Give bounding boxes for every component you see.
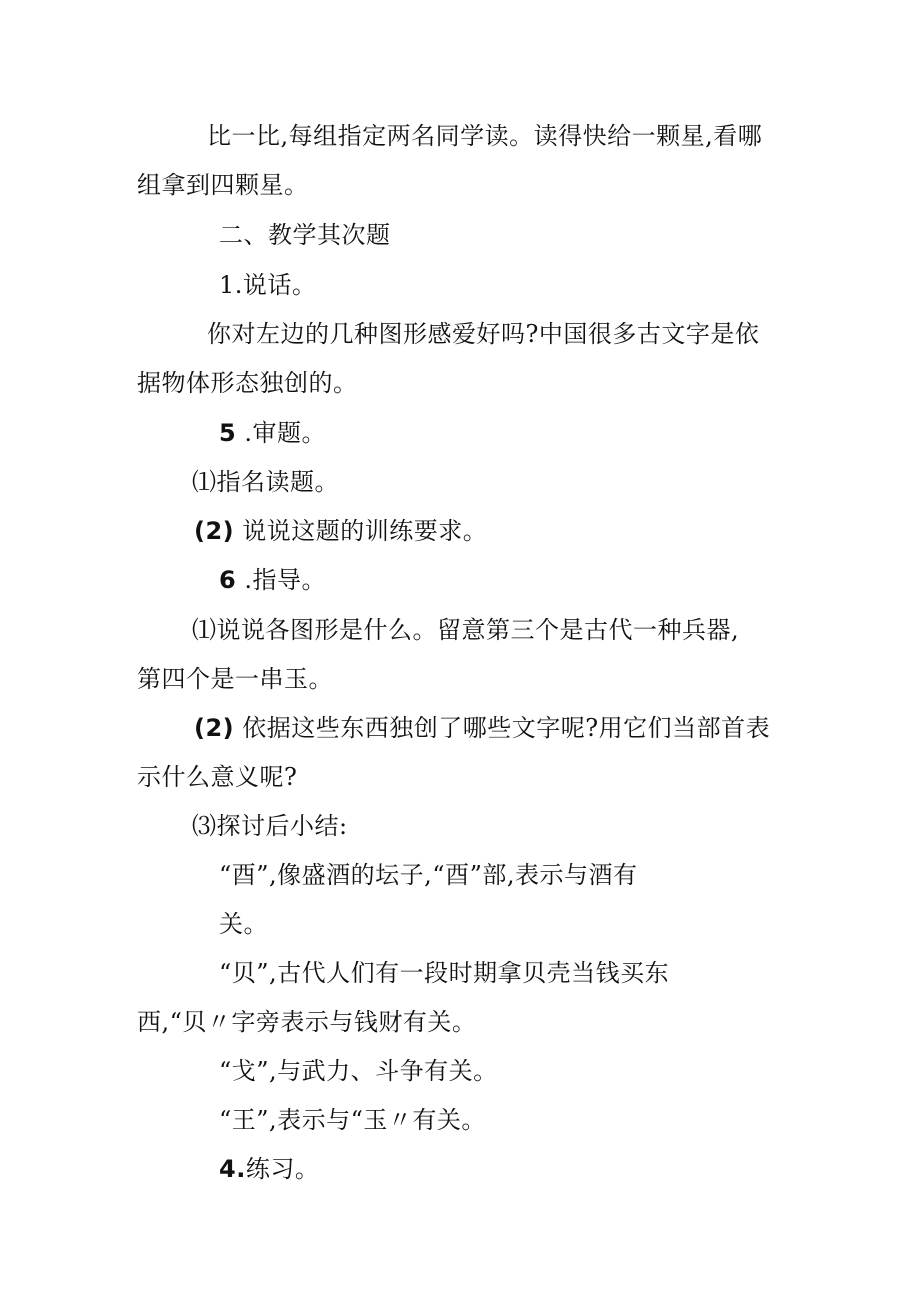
- sub-item-text: 说说这题的训练要求。: [242, 517, 488, 545]
- summary-line: “戈”,与武力、斗争有关。: [219, 1057, 498, 1085]
- list-item: [219, 418, 326, 448]
- sub-item: [194, 516, 487, 546]
- summary-line: “王”,表示与“玉〃有关。: [219, 1106, 486, 1134]
- sub-item-number: (2): [194, 714, 235, 742]
- sub-item: ⑶探讨后小结:: [192, 812, 348, 840]
- list-item-text: .审题。: [244, 419, 326, 447]
- paragraph-line: 你对左边的几种图形感爱好吗?中国很多古文字是依: [207, 320, 760, 348]
- paragraph-line: 比一比,每组指定两名同学读。读得快给一颗星,看哪: [207, 122, 763, 150]
- list-item-text: .指导。: [244, 566, 326, 594]
- sub-item: [194, 713, 770, 743]
- summary-line: 西,“贝〃字旁表示与钱财有关。: [137, 1008, 477, 1036]
- sub-item-number: (2): [194, 517, 235, 545]
- list-item-number: 6: [219, 566, 237, 594]
- summary-line: “酉”,像盛酒的坛子,“酉”部,表示与酒有: [219, 861, 638, 889]
- list-item: [219, 1154, 319, 1184]
- paragraph-line: 组拿到四颗星。: [137, 171, 309, 199]
- list-item-number: 5: [219, 419, 237, 447]
- summary-line: 关。: [219, 910, 268, 938]
- paragraph-line: 第四个是一串玉。: [137, 665, 333, 693]
- list-item: 1.说话。: [219, 271, 317, 299]
- sub-item-text: 依据这些东西独创了哪些文字呢?用它们当部首表: [242, 714, 771, 742]
- list-item-text: 练习。: [245, 1155, 320, 1183]
- sub-item: ⑴说说各图形是什么。留意第三个是古代一种兵器,: [192, 616, 740, 644]
- paragraph-line: 示什么意义呢?: [137, 763, 298, 791]
- list-item: [219, 565, 326, 595]
- section-heading: 二、教学其次题: [219, 221, 391, 249]
- summary-line: “贝”,古代人们有一段时期拿贝壳当钱买东: [219, 959, 670, 987]
- list-item-number: 4.: [219, 1155, 246, 1183]
- sub-item: ⑴指名读题。: [192, 468, 339, 496]
- paragraph-line: 据物体形态独创的。: [137, 369, 358, 397]
